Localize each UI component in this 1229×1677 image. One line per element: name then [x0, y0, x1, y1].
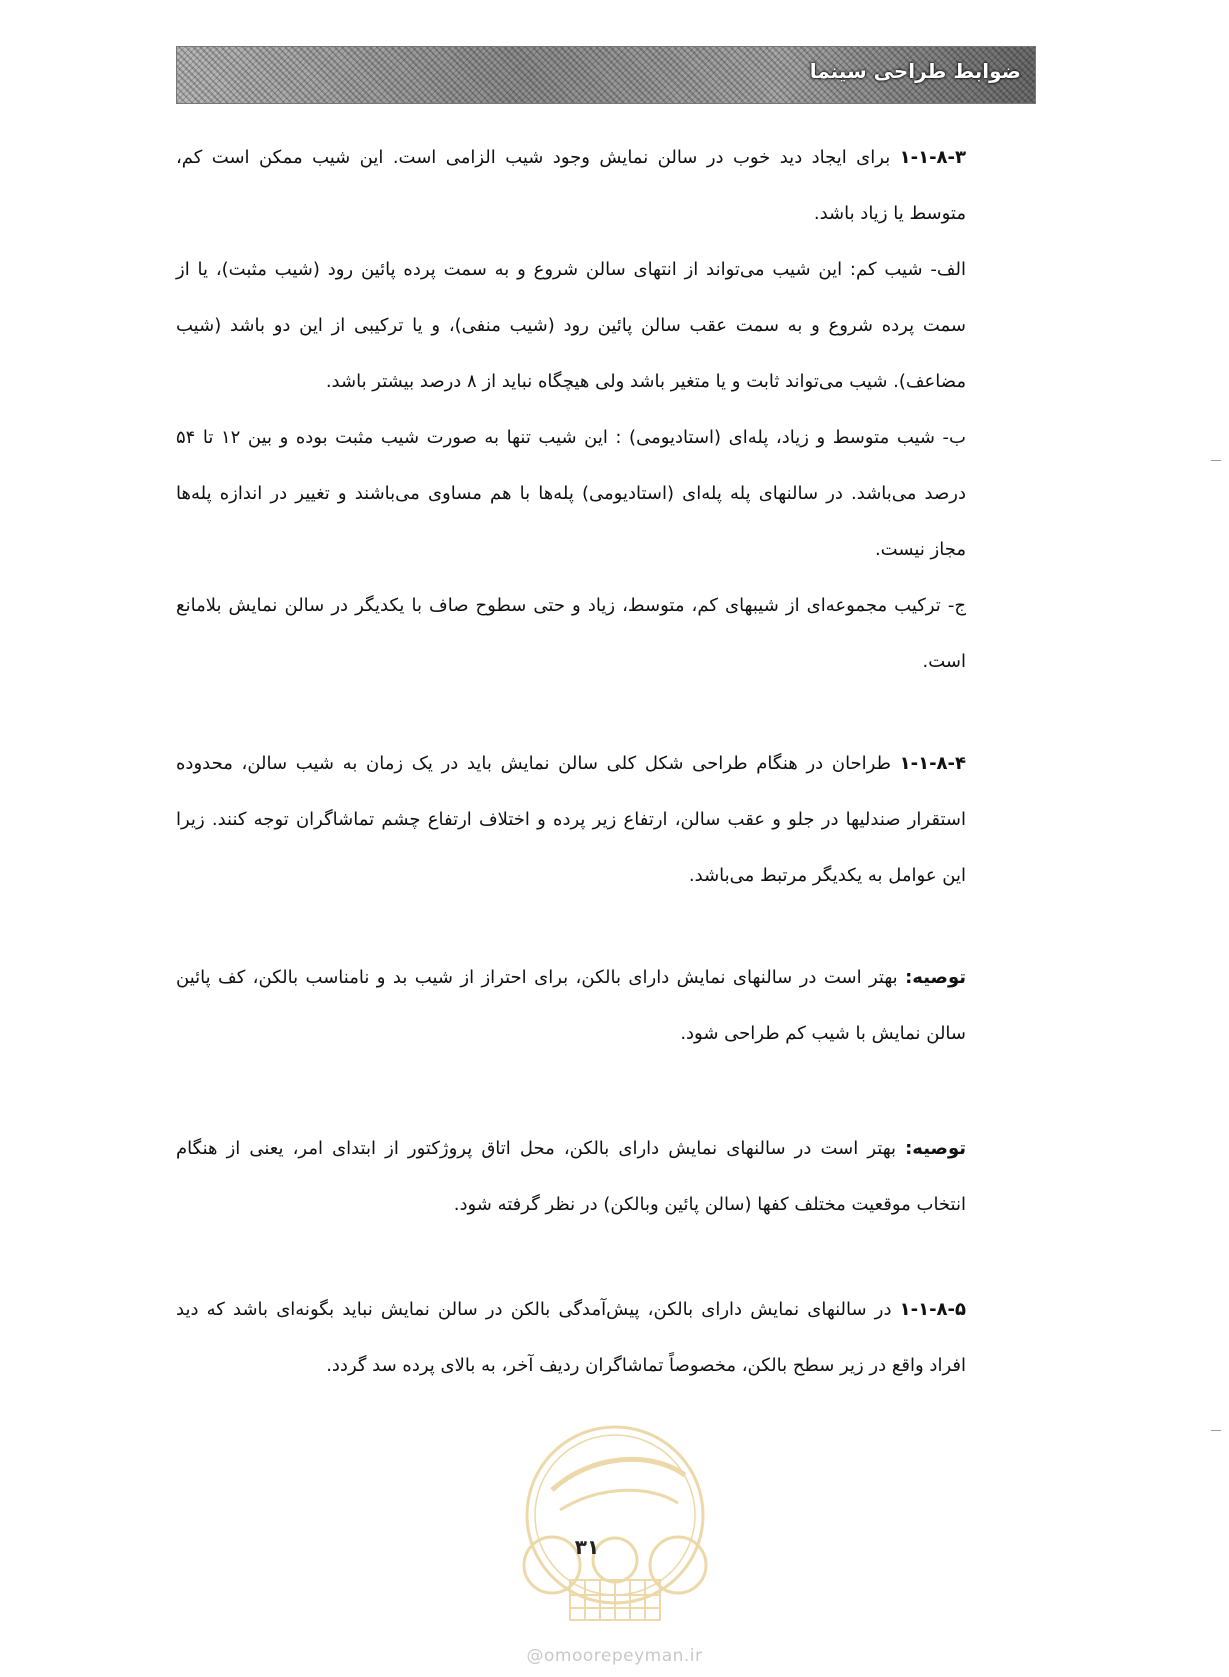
recommendation-text: بهتر است در سالنهای نمایش دارای بالکن، برای احتراز از شیب بد و نامناسب بالکن، کف پائین سالن نمایش با شیب کم طراحی شود. — [176, 967, 966, 1044]
paragraph-jim: ج- ترکیب مجموعه‌ای از شیبهای کم، متوسط، زیاد و حتی سطوح صاف با یکدیگر در سالن نمایش بلامانع است. — [176, 595, 966, 672]
paragraph-1-1-8-5 — [176, 1282, 966, 1394]
recommendation-label: توصیه: — [905, 967, 966, 988]
page-header-band — [176, 46, 1036, 104]
paragraph-1-1-8-3 — [176, 130, 966, 242]
section-number: ۱-۱-۸-۳ — [899, 147, 966, 168]
paragraph-be: ب- شیب متوسط و زیاد، پله‌ای (استادیومی) : این شیب تنها به صورت شیب مثبت بوده و بین ۱۲ تا ۵۴ درصد می‌باشد. در سالنهای پله پله‌ای (استادیومی) پله‌ها با هم مساوی می‌باشند و تغییر در اندازه پله‌ها مجاز نیست. — [176, 427, 967, 560]
paragraph-1-1-8-4 — [176, 736, 966, 904]
section-1-1-8-3 — [176, 130, 966, 690]
scan-edge-mark — [1211, 1430, 1221, 1431]
watermark-logo — [500, 1415, 730, 1625]
section-1-1-8-5 — [176, 1282, 966, 1394]
recommendation-paragraph — [176, 950, 966, 1062]
recommendation-paragraph — [176, 1121, 966, 1233]
watermark-url: @omoorepeyman.ir — [526, 1646, 703, 1666]
section-1-1-8-4 — [176, 736, 966, 904]
recommendation-label: توصیه: — [905, 1138, 966, 1159]
paragraph-alef: الف- شیب کم: این شیب می‌تواند از انتهای سالن شروع و به سمت پرده پائین رود (شیب مثبت)، یا از سمت پرده شروع و به سمت عقب سالن پائین رود (شیب منفی)، و یا ترکیبی از این دو باشد (شیب مضاعف). شیب می‌تواند ثابت و یا متغیر باشد ولی هیچگاه نباید از ۸ درصد بیشتر باشد. — [176, 259, 966, 392]
paragraph-text: در سالنهای نمایش دارای بالکن، پیش‌آمدگی بالکن در سالن نمایش نباید بگونه‌ای باشد که دید افراد واقع در زیر سطح بالکن، مخصوصاً تماشاگران ردیف آخر، به بالای پرده سد گردد. — [176, 1299, 966, 1376]
section-number: ۱-۱-۸-۵ — [899, 1299, 966, 1320]
paragraph-text: طراحان در هنگام طراحی شکل کلی سالن نمایش باید در یک زمان به شیب سالن، محدوده استقرار صندلیها در جلو و عقب سالن، ارتفاع زیر پرده و اختلاف ارتفاع چشم تماشاگران توجه کنند. زیرا این عوامل به یکدیگر مرتبط می‌باشد. — [176, 753, 966, 886]
recommendation-2 — [176, 1121, 966, 1233]
recommendation-1 — [176, 950, 966, 1062]
scan-edge-mark — [1211, 460, 1221, 461]
page-number: ۳۱ — [574, 1535, 600, 1559]
paragraph-text: برای ایجاد دید خوب در سالن نمایش وجود شیب الزامی است. این شیب ممکن است کم، متوسط یا زیاد باشد. — [176, 147, 966, 224]
recommendation-text: بهتر است در سالنهای نمایش دارای بالکن، محل اتاق پروژکتور از ابتدای امر، یعنی از هنگام انتخاب موقعیت مختلف کفها (سالن پائین وبالکن) در نظر گرفته شود. — [176, 1138, 966, 1215]
section-number: ۱-۱-۸-۴ — [899, 753, 966, 774]
header-title: ضوابط طراحی سینما — [809, 59, 1021, 83]
